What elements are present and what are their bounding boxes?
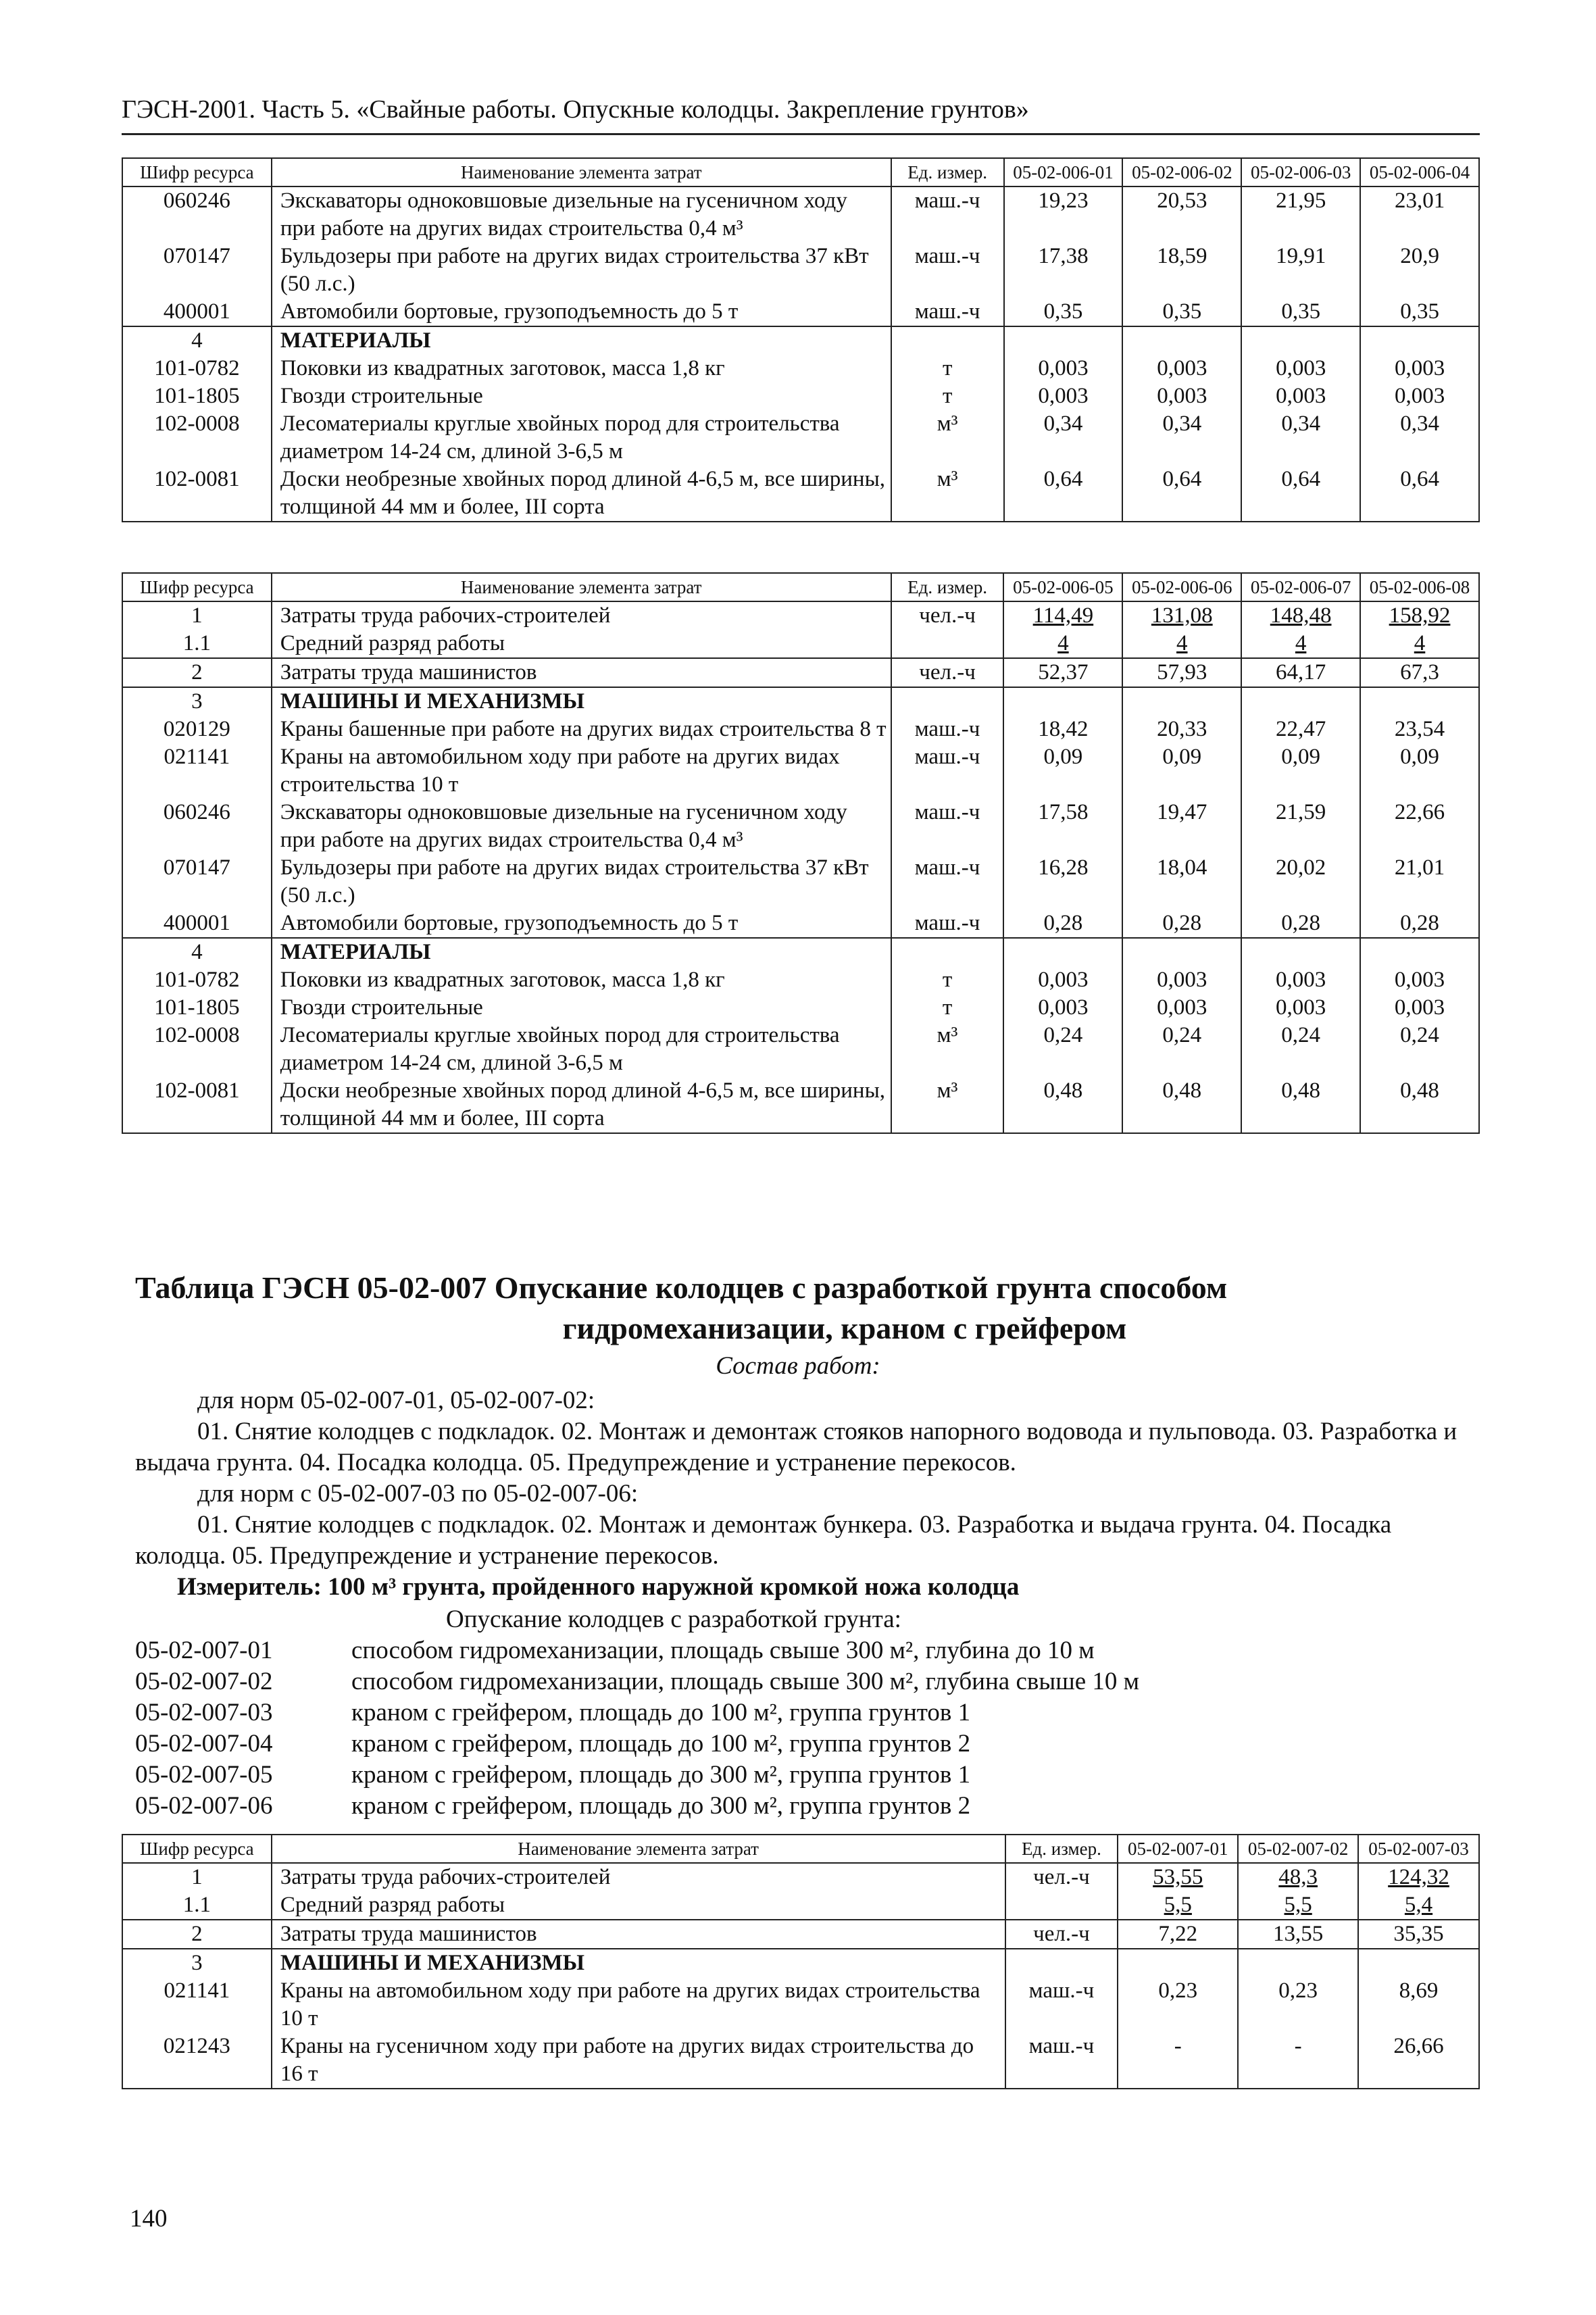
value-cell: 0,34 [1360,410,1479,466]
value-cell: 0,003 [1122,382,1241,410]
unit-cell [891,326,1004,355]
value-cell: 4 [1360,630,1479,658]
value-cell: 0,28 [1360,910,1479,938]
unit-cell: т [891,966,1004,994]
value-cell: 0,003 [1360,382,1479,410]
value-cell [1238,1949,1358,1977]
value-cell: 0,48 [1003,1077,1122,1133]
unit-cell: м³ [891,466,1004,522]
value-cell: 35,35 [1358,1920,1479,1949]
table-row [122,966,1479,994]
value-cell: 22,66 [1360,799,1479,854]
value-cell: 0,35 [1122,298,1241,326]
value-cell: 131,08 [1122,601,1241,630]
value-cell: 0,64 [1360,466,1479,522]
value-cell: 0,003 [1241,355,1360,382]
value-cell: 21,01 [1360,854,1479,910]
col-header-norm: 05-02-006-04 [1360,158,1479,186]
unit-cell: чел.-ч [891,601,1004,630]
value-cell: 0,28 [1241,910,1360,938]
table-row [122,938,1479,966]
col-header-code: Шифр ресурса [122,1835,272,1863]
value-cell: 19,47 [1122,799,1241,854]
resource-code: 102-0008 [122,1022,272,1077]
resource-code: 4 [122,326,272,355]
table-row [122,994,1479,1022]
unit-cell: т [891,355,1004,382]
value-cell: 0,003 [1003,966,1122,994]
table-row [122,910,1479,938]
cost-element-name: Затраты труда машинистов [272,658,891,687]
unit-cell: м³ [891,1022,1004,1077]
value-cell: 0,64 [1241,466,1360,522]
value-cell: 5,5 [1118,1891,1238,1920]
cost-element-name: Затраты труда рабочих-строителей [272,601,891,630]
list-item: 05-02-007-03 краном с грейфером, площадь до 100 м², группа грунтов 1 [135,1699,971,1726]
resource-code: 060246 [122,186,272,243]
value-cell: 0,003 [1241,994,1360,1022]
resource-code: 101-1805 [122,994,272,1022]
value-cell: 0,34 [1241,410,1360,466]
value-cell: 0,09 [1360,743,1479,799]
table-row [122,743,1479,799]
table-body [122,186,1479,522]
cost-element-name: МАШИНЫ И МЕХАНИЗМЫ [272,687,891,716]
unit-cell [891,938,1004,966]
table-row [122,854,1479,910]
value-cell: 18,59 [1122,243,1241,298]
resource-code: 070147 [122,243,272,298]
resource-code: 1 [122,601,272,630]
value-cell: 0,09 [1122,743,1241,799]
value-cell: 21,59 [1241,799,1360,854]
cost-element-name: МАШИНЫ И МЕХАНИЗМЫ [272,1949,1005,1977]
value-cell: 0,09 [1241,743,1360,799]
cost-element-name: Экскаваторы одноковшовые дизельные на гусеничном ходу при работе на других видах строительства 0,4 м³ [272,186,891,243]
value-cell: 20,33 [1122,716,1241,743]
cost-element-name: Краны на автомобильном ходу при работе на других видах строительства 10 т [272,743,891,799]
value-cell: 0,003 [1122,994,1241,1022]
resource-code: 021141 [122,743,272,799]
unit-cell: чел.-ч [1005,1920,1118,1949]
value-cell: 7,22 [1118,1920,1238,1949]
table-row [122,298,1479,326]
table-row [122,2033,1479,2089]
col-header-code: Шифр ресурса [122,573,272,601]
value-cell: 20,02 [1241,854,1360,910]
list-item: 05-02-007-06 краном с грейфером, площадь до 300 м², группа грунтов 2 [135,1792,971,1820]
resource-code: 020129 [122,716,272,743]
col-header-name: Наименование элемента затрат [272,158,891,186]
resource-code: 2 [122,1920,272,1949]
list-item: 05-02-007-01 способом гидромеханизации, площадь свыше 300 м², глубина до 10 м [135,1637,1095,1664]
value-cell: 158,92 [1360,601,1479,630]
value-cell: 57,93 [1122,658,1241,687]
resource-code: 101-0782 [122,355,272,382]
table-row [122,1891,1479,1920]
cost-element-name: Доски необрезные хвойных пород длиной 4-6,5 м, все ширины, толщиной 44 мм и более, III сорта [272,1077,891,1133]
unit-cell: т [891,994,1004,1022]
measure-unit: Измеритель: 100 м³ грунта, пройденного наружной кромкой ножа колодца [177,1573,1020,1601]
list-item: 05-02-007-04 краном с грейфером, площадь до 100 м², группа грунтов 2 [135,1730,971,1758]
value-cell [1122,326,1241,355]
table-title-line2: гидромеханизации, краном с грейфером [562,1311,1127,1345]
value-cell: - [1118,2033,1238,2089]
unit-cell: маш.-ч [891,854,1004,910]
value-cell: 4 [1241,630,1360,658]
table-row [122,410,1479,466]
resource-code: 400001 [122,910,272,938]
value-cell: 18,04 [1122,854,1241,910]
value-cell: 0,003 [1122,966,1241,994]
resource-code: 2 [122,658,272,687]
table-body [122,1863,1479,2089]
value-cell: 19,91 [1241,243,1360,298]
value-cell: 124,32 [1358,1863,1479,1891]
value-cell: 0,003 [1004,382,1123,410]
value-cell: 0,003 [1004,355,1123,382]
cost-element-name: Затраты труда машинистов [272,1920,1005,1949]
value-cell: 18,42 [1003,716,1122,743]
value-cell [1004,326,1123,355]
unit-cell: маш.-ч [891,910,1004,938]
value-cell: 20,53 [1122,186,1241,243]
list-item: 05-02-007-02 способом гидромеханизации, площадь свыше 300 м², глубина свыше 10 м [135,1668,1140,1695]
value-cell: 26,66 [1358,2033,1479,2089]
table-row [122,243,1479,298]
unit-cell [1005,1891,1118,1920]
unit-cell [891,687,1004,716]
value-cell: 0,64 [1004,466,1123,522]
col-header-code: Шифр ресурса [122,158,272,186]
table-row [122,1022,1479,1077]
col-header-norm: 05-02-006-01 [1004,158,1123,186]
norm-table-006-01-04 [122,157,1480,522]
value-cell: 16,28 [1003,854,1122,910]
value-cell: 64,17 [1241,658,1360,687]
col-header-norm: 05-02-006-08 [1360,573,1479,601]
norm-table-007-01-03 [122,1834,1480,2089]
table-row [122,716,1479,743]
value-cell: 0,09 [1003,743,1122,799]
table-row [122,326,1479,355]
value-cell: 0,35 [1241,298,1360,326]
value-cell: 0,28 [1003,910,1122,938]
value-cell [1358,1949,1479,1977]
page-header: ГЭСН-2001. Часть 5. «Свайные работы. Опускные колодцы. Закрепление грунтов» [122,95,1029,124]
col-header-norm: 05-02-006-07 [1241,573,1360,601]
value-cell: 148,48 [1241,601,1360,630]
table-row [122,687,1479,716]
value-cell: 0,003 [1241,382,1360,410]
value-cell: 5,5 [1238,1891,1358,1920]
norm-table-006-05-08 [122,572,1480,1134]
unit-cell: маш.-ч [891,243,1004,298]
cost-element-name: Лесоматериалы круглые хвойных пород для строительства диаметром 14-24 см, длиной 3-6,5 м [272,1022,891,1077]
value-cell: 17,38 [1004,243,1123,298]
resource-code: 1.1 [122,630,272,658]
cost-element-name: Поковки из квадратных заготовок, масса 1,8 кг [272,966,891,994]
value-cell: 0,003 [1003,994,1122,1022]
value-cell [1118,1949,1238,1977]
table-row [122,382,1479,410]
col-header-unit: Ед. измер. [1005,1835,1118,1863]
value-cell: 4 [1003,630,1122,658]
value-cell: 17,58 [1003,799,1122,854]
unit-cell: м³ [891,410,1004,466]
value-cell: 0,48 [1122,1077,1241,1133]
value-cell: 8,69 [1358,1977,1479,2033]
cost-element-name: Краны на автомобильном ходу при работе на других видах строительства 10 т [272,1977,1005,2033]
value-cell: 23,01 [1360,186,1479,243]
table-body [122,601,1479,1133]
cost-element-name: Гвозди строительные [272,382,891,410]
value-cell [1003,938,1122,966]
table-row [122,1977,1479,2033]
value-cell: 0,003 [1360,355,1479,382]
col-header-name: Наименование элемента затрат [272,1835,1005,1863]
resource-code: 1 [122,1863,272,1891]
value-cell: 13,55 [1238,1920,1358,1949]
resource-code: 3 [122,1949,272,1977]
resource-code: 400001 [122,298,272,326]
cost-element-name: Средний разряд работы [272,1891,1005,1920]
resource-code: 1.1 [122,1891,272,1920]
cost-element-name: Автомобили бортовые, грузоподъемность до 5 т [272,910,891,938]
value-cell: 0,48 [1360,1077,1479,1133]
value-cell: 0,003 [1122,355,1241,382]
value-cell [1360,938,1479,966]
table-row [122,466,1479,522]
value-cell [1360,326,1479,355]
value-cell [1122,687,1241,716]
norms-a-text: 01. Снятие колодцев с подкладок. 02. Монтаж и демонтаж стояков напорного водовода и пульповода. 03. Разработка и выдача грунта. 04. Посадка колодца. 05. Предупреждение и устранение перекосов. [135,1418,1457,1476]
resource-code: 101-1805 [122,382,272,410]
value-cell: 0,24 [1241,1022,1360,1077]
col-header-norm: 05-02-006-02 [1122,158,1241,186]
header-rule [122,133,1480,135]
table-row [122,601,1479,630]
table-row [122,1949,1479,1977]
resource-code: 102-0081 [122,1077,272,1133]
value-cell [1003,687,1122,716]
value-cell: 23,54 [1360,716,1479,743]
value-cell: 67,3 [1360,658,1479,687]
value-cell: 53,55 [1118,1863,1238,1891]
table-row [122,658,1479,687]
cost-element-name: Лесоматериалы круглые хвойных пород для строительства диаметром 14-24 см, длиной 3-6,5 м [272,410,891,466]
unit-cell: маш.-ч [891,799,1004,854]
norms-b-label: для норм с 05-02-007-03 по 05-02-007-06: [197,1480,639,1508]
value-cell: - [1238,2033,1358,2089]
value-cell: 21,95 [1241,186,1360,243]
table-row [122,186,1479,243]
unit-cell: маш.-ч [891,298,1004,326]
value-cell: 20,9 [1360,243,1479,298]
unit-cell [1005,1949,1118,1977]
unit-cell: м³ [891,1077,1004,1133]
cost-element-name: Средний разряд работы [272,630,891,658]
value-cell: 52,37 [1003,658,1122,687]
value-cell [1241,687,1360,716]
cost-element-name: Гвозди строительные [272,994,891,1022]
unit-cell: чел.-ч [1005,1863,1118,1891]
cost-element-name: Поковки из квадратных заготовок, масса 1,8 кг [272,355,891,382]
col-header-norm: 05-02-007-01 [1118,1835,1238,1863]
value-cell: 22,47 [1241,716,1360,743]
resource-code: 4 [122,938,272,966]
value-cell: 19,23 [1004,186,1123,243]
value-cell [1122,938,1241,966]
unit-cell: маш.-ч [1005,2033,1118,2089]
value-cell [1360,687,1479,716]
col-header-name: Наименование элемента затрат [272,573,891,601]
value-cell: 0,003 [1241,966,1360,994]
norms-a-label: для норм 05-02-007-01, 05-02-007-02: [197,1387,595,1414]
value-cell: 0,35 [1360,298,1479,326]
value-cell: 0,24 [1122,1022,1241,1077]
unit-cell: т [891,382,1004,410]
table-row [122,799,1479,854]
value-cell: 0,28 [1122,910,1241,938]
resource-code: 102-0081 [122,466,272,522]
value-cell: 0,24 [1360,1022,1479,1077]
resource-code: 070147 [122,854,272,910]
value-cell [1241,326,1360,355]
col-header-unit: Ед. измер. [891,158,1004,186]
cost-element-name: МАТЕРИАЛЫ [272,938,891,966]
cost-element-name: МАТЕРИАЛЫ [272,326,891,355]
cost-element-name: Автомобили бортовые, грузоподъемность до 5 т [272,298,891,326]
value-cell: 48,3 [1238,1863,1358,1891]
norm-list [135,1604,1139,1822]
unit-cell: маш.-ч [891,743,1004,799]
cost-element-name: Доски необрезные хвойных пород длиной 4-6,5 м, все ширины, толщиной 44 мм и более, III сорта [272,466,891,522]
table-row [122,355,1479,382]
unit-cell: чел.-ч [891,658,1004,687]
col-header-norm: 05-02-007-03 [1358,1835,1479,1863]
resource-code: 101-0782 [122,966,272,994]
cost-element-name: Затраты труда рабочих-строителей [272,1863,1005,1891]
value-cell: 0,34 [1004,410,1123,466]
table-row [122,1920,1479,1949]
table-row [122,1863,1479,1891]
col-header-norm: 05-02-006-03 [1241,158,1360,186]
table-row [122,630,1479,658]
unit-cell: маш.-ч [891,186,1004,243]
value-cell: 0,34 [1122,410,1241,466]
table-row [122,1077,1479,1133]
cost-element-name: Бульдозеры при работе на других видах строительства 37 кВт (50 л.с.) [272,854,891,910]
cost-element-name: Бульдозеры при работе на других видах строительства 37 кВт (50 л.с.) [272,243,891,298]
col-header-norm: 05-02-006-06 [1122,573,1241,601]
resource-code: 021243 [122,2033,272,2089]
value-cell: 0,23 [1238,1977,1358,2033]
value-cell: 0,64 [1122,466,1241,522]
value-cell: 0,23 [1118,1977,1238,2033]
list-item: 05-02-007-05 краном с грейфером, площадь до 300 м², группа грунтов 1 [135,1761,971,1789]
resource-code: 102-0008 [122,410,272,466]
list-heading: Опускание колодцев с разработкой грунта: [446,1605,901,1633]
value-cell: 5,4 [1358,1891,1479,1920]
value-cell: 0,24 [1003,1022,1122,1077]
value-cell: 114,49 [1003,601,1122,630]
value-cell: 4 [1122,630,1241,658]
norms-b-text: 01. Снятие колодцев с подкладок. 02. Монтаж и демонтаж бункера. 03. Разработка и выдача грунта. 04. Посадка колодца. 05. Предупреждение и устранение перекосов. [135,1511,1392,1570]
cost-element-name: Краны башенные при работе на других видах строительства 8 т [272,716,891,743]
resource-code: 3 [122,687,272,716]
unit-cell [891,630,1004,658]
composition-heading: Состав работ: [716,1352,880,1380]
value-cell: 0,48 [1241,1077,1360,1133]
col-header-unit: Ед. измер. [891,573,1004,601]
unit-cell: маш.-ч [1005,1977,1118,2033]
value-cell: 0,35 [1004,298,1123,326]
unit-cell: маш.-ч [891,716,1004,743]
col-header-norm: 05-02-007-02 [1238,1835,1358,1863]
col-header-norm: 05-02-006-05 [1003,573,1122,601]
value-cell: 0,003 [1360,994,1479,1022]
cost-element-name: Краны на гусеничном ходу при работе на других видах строительства до 16 т [272,2033,1005,2089]
table-title-line1: Таблица ГЭСН 05-02-007 Опускание колодцев с разработкой грунта способом [135,1270,1228,1305]
cost-element-name: Экскаваторы одноковшовые дизельные на гусеничном ходу при работе на других видах строительства 0,4 м³ [272,799,891,854]
table-title [135,1268,1460,1349]
resource-code: 021141 [122,1977,272,2033]
page-number: 140 [130,2205,168,2233]
value-cell: 0,003 [1360,966,1479,994]
value-cell [1241,938,1360,966]
resource-code: 060246 [122,799,272,854]
